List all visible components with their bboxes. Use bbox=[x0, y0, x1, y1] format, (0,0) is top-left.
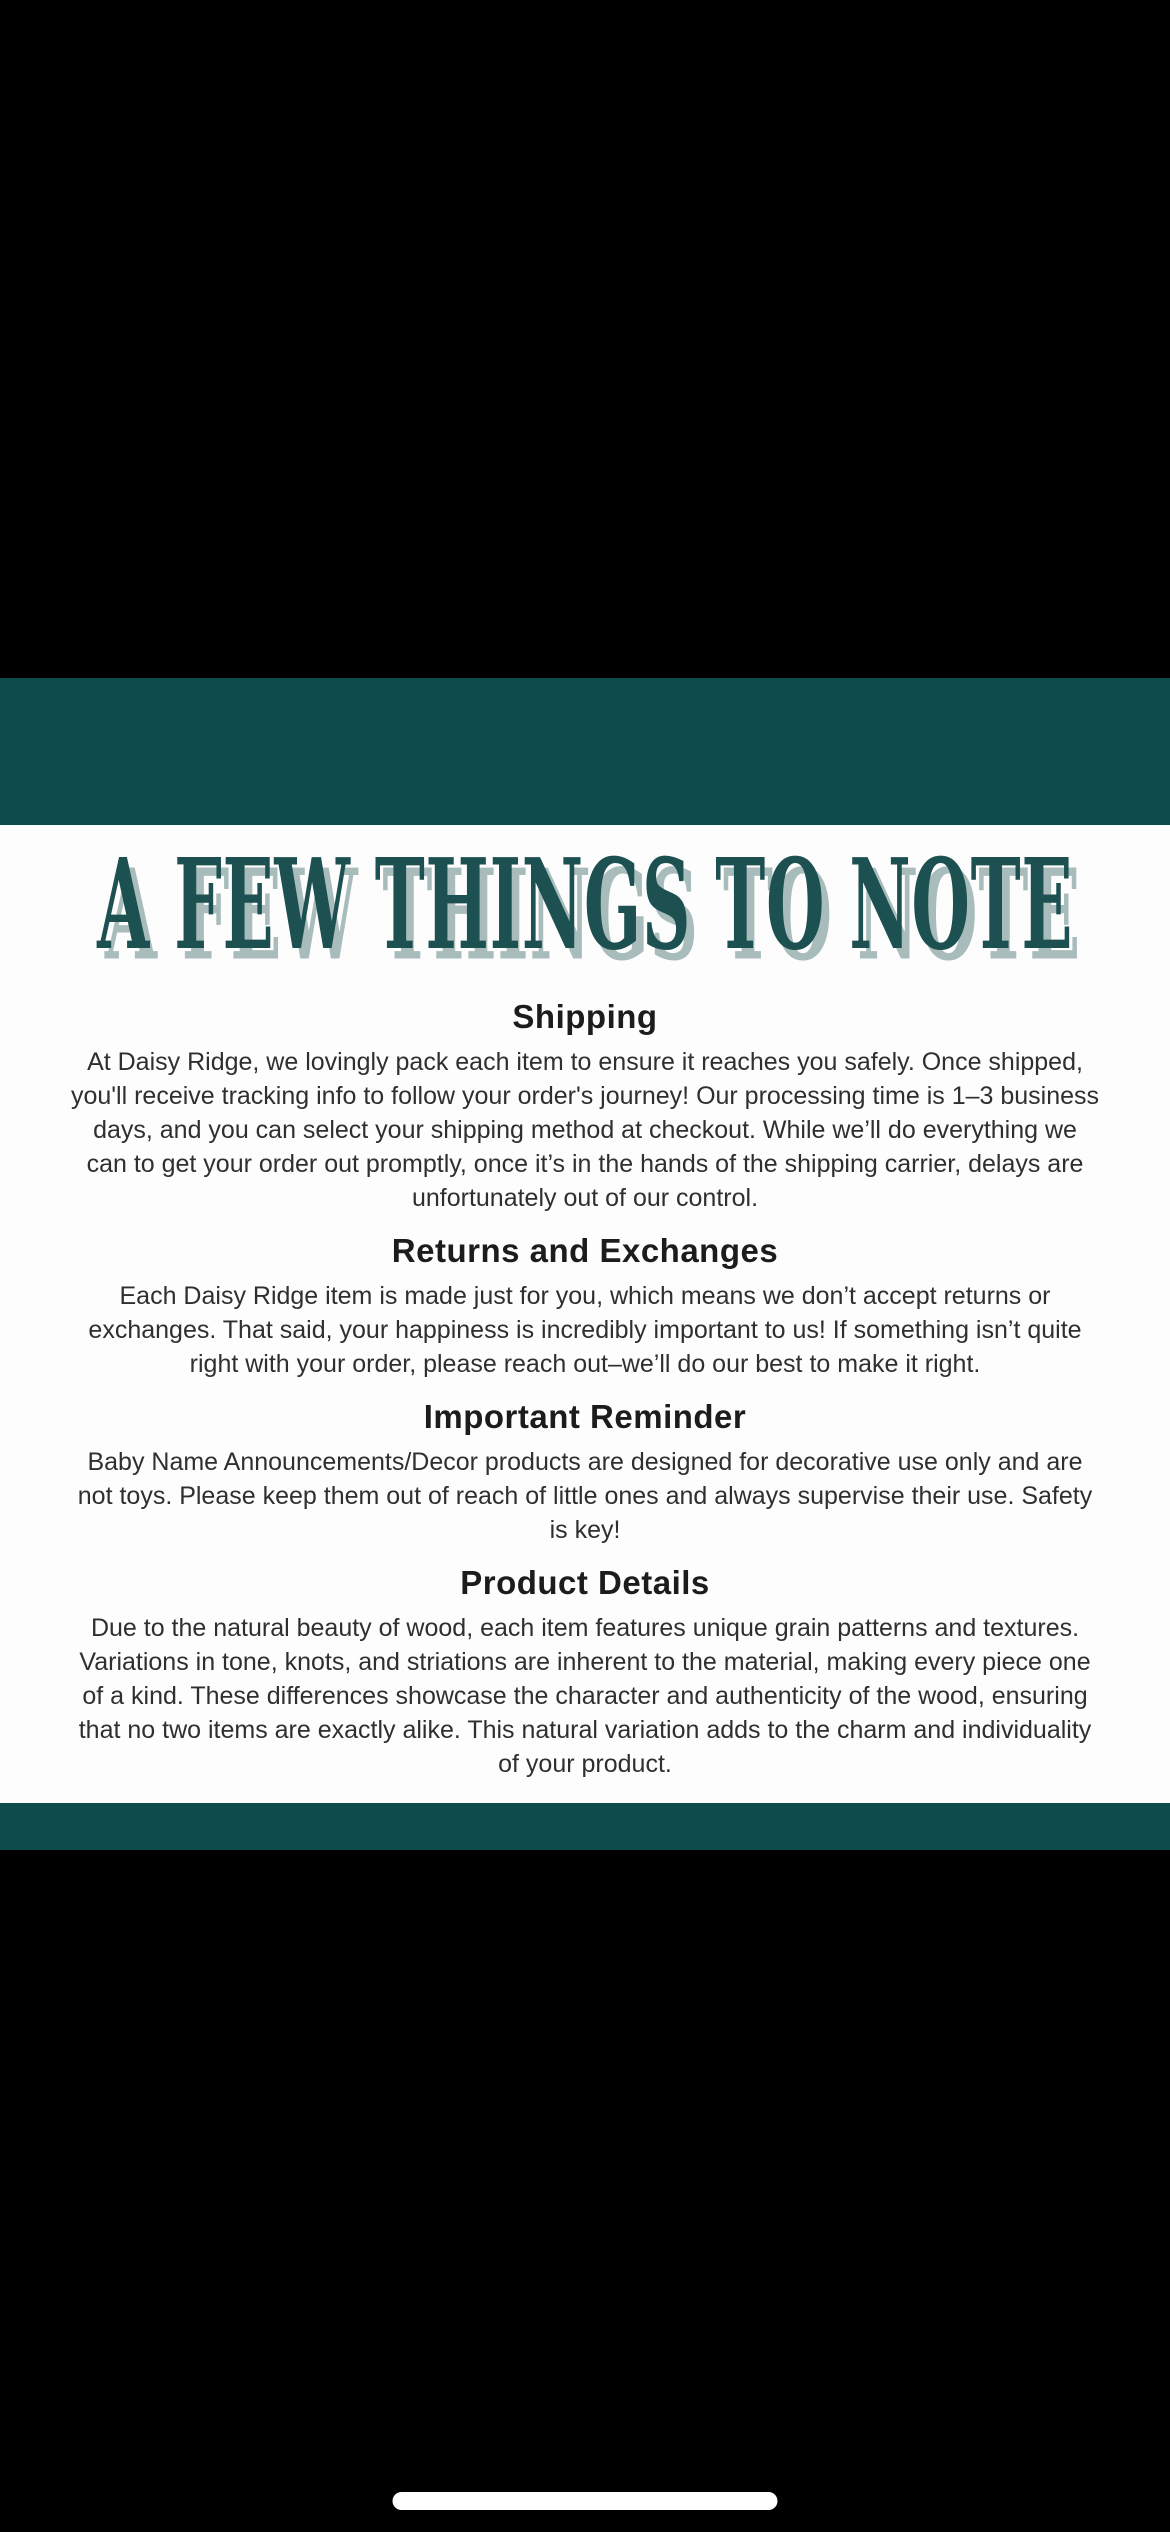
section-heading-reminder: Important Reminder bbox=[423, 1398, 747, 1435]
section-body-reminder: Baby Name Announcements/Decor products are designed for decorative use only and are not toys. Please keep them out of reach of little ones and always supervise their use. Safety is key! bbox=[77, 1448, 1093, 1544]
page-title: A FEW THINGS TO NOTE bbox=[96, 830, 1074, 978]
section-heading-shipping: Shipping bbox=[512, 998, 658, 1035]
section-returns-and-exchanges bbox=[0, 1229, 1170, 1381]
title-wrap bbox=[0, 829, 1170, 981]
section-shipping bbox=[0, 995, 1170, 1215]
letterbox-top bbox=[0, 0, 1170, 678]
section-body-returns: Each Daisy Ridge item is made just for you, which means we don’t accept returns or exchanges. That said, your happiness is incredibly important to us! If something isn’t quite right with your order, please reach out–we’ll do our best to make it right. bbox=[88, 1282, 1082, 1378]
section-heading-product-details: Product Details bbox=[460, 1564, 710, 1601]
home-indicator[interactable] bbox=[393, 2492, 778, 2510]
section-important-reminder bbox=[0, 1395, 1170, 1547]
letterbox-bottom bbox=[0, 1850, 1170, 2532]
product-info-card bbox=[0, 825, 1170, 1803]
section-product-details bbox=[0, 1561, 1170, 1781]
teal-banner-top bbox=[0, 678, 1170, 825]
section-body-product-details: Due to the natural beauty of wood, each item features unique grain patterns and textures. Variations in tone, knots, and striations are inherent to the material, making every piece one of a kind. These differences showcase the character and authenticity of the wood, ensuring that no two items are exactly alike. This natural variation adds to the charm and individuality of your product. bbox=[78, 1614, 1092, 1778]
section-body-shipping: At Daisy Ridge, we lovingly pack each item to ensure it reaches you safely. Once shipped, you'll receive tracking info to follow your order's journey! Our processing time is 1–3 business days, and you can select your shipping method at checkout. While we’ll do everything we can to get your order out promptly, once it’s in the hands of the shipping carrier, delays are unfortunately out of our control. bbox=[70, 1048, 1100, 1212]
teal-banner-bottom bbox=[0, 1803, 1170, 1850]
section-heading-returns: Returns and Exchanges bbox=[391, 1232, 779, 1269]
